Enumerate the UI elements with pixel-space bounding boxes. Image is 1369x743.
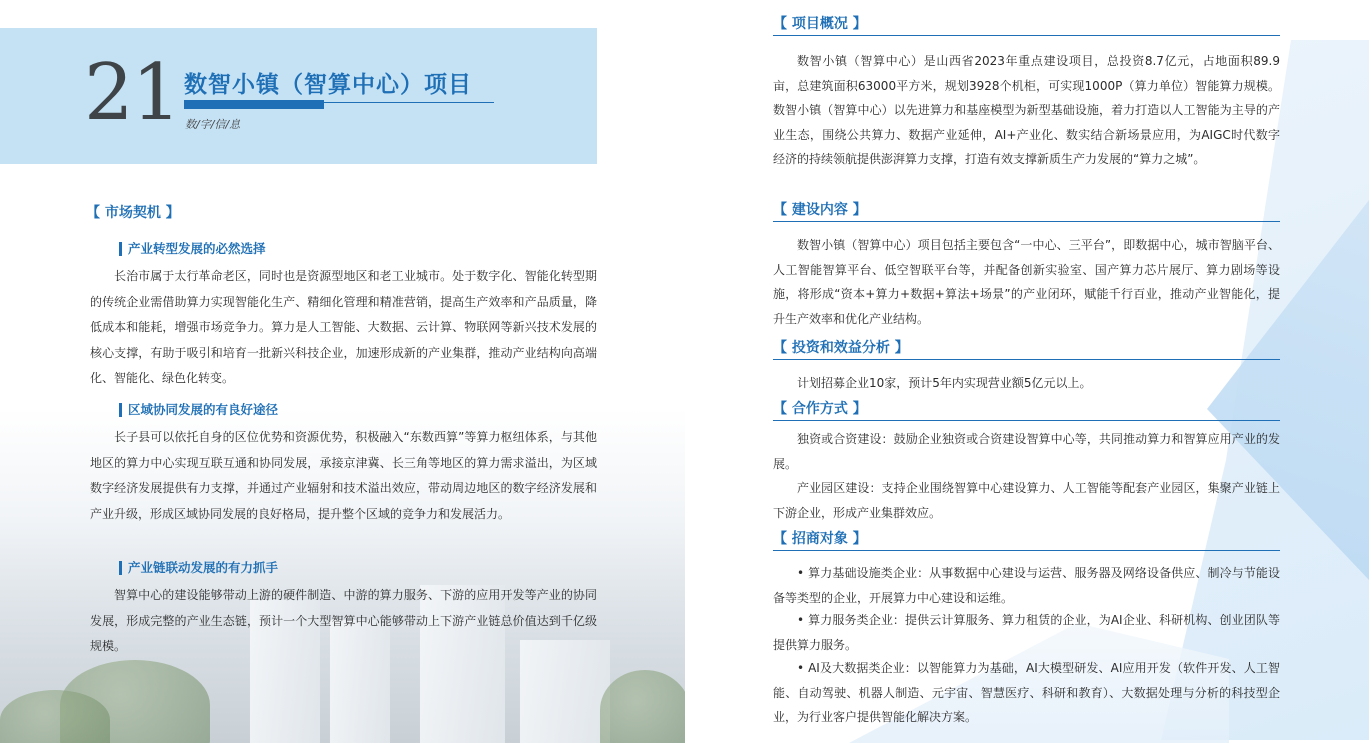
section-heading-cooperation [773,395,1280,421]
title-underline-accent [184,100,324,109]
paragraph: 长子县可以依托自身的区位优势和资源优势，积极融入“东数西算”等算力枢纽体系，与其他地区的算力中心实现互联互通和协同发展，承接京津冀、长三角等地区的算力需求溢出，为区域数字经济发展提供有力支撑，并通过产业辐射和技术溢出效应，带动周边地区的数字经济发展和产业升级，形成区域协同发展的良好格局，提升整个区域的竞争力和发展活力。 [90,430,597,521]
subsection-heading: 区域协同发展的有良好途径 [119,403,278,417]
list-item [773,656,1280,730]
project-number: 21 [84,48,180,138]
bullet-icon: • [797,613,805,627]
paragraph: 数智小镇（智算中心）是山西省2023年重点建设项目，总投资8.7亿元，占地面积89.9亩，总建筑面积63000平方米，规划3928个机柜，可实现1000P（算力单位）智能算力规模。数智小镇（智算中心）以先进算力和基座模型为新型基础设施，着力打造以人工智能为主导的产业生态，围绕公共算力、数据产业延伸，AI+产业化、数实结合新场景应用，为AIGC时代数字经济的持续领航提供澎湃算力支撑，打造有效支撑新质生产力发展的“算力之城”。 [773,54,1280,166]
paragraph: 独资或合资建设：鼓励企业独资或合资建设智算中心等，共同推动算力和智算应用产业的发展。 [773,432,1280,471]
paragraph: 计划招募企业10家，预计5年内实现营业额5亿元以上。 [797,376,1092,390]
project-title: 数智小镇（智算中心）项目 [184,72,472,98]
right-page [685,0,1369,743]
subsection-heading: 产业链联动发展的有力抓手 [119,561,278,575]
section-heading-text: 【 建设内容 】 [773,202,867,218]
section-heading-overview [773,10,1280,36]
section-heading-text: 【 招商对象 】 [773,531,867,547]
list-item [773,561,1280,610]
subsection-heading: 产业转型发展的必然选择 [119,242,266,256]
list-item-text: AI及大数据类企业：以智能算力为基础，AI大模型研发、AI应用开发（软件开发、人工智能、自动驾驶、机器人制造、元宇宙、智慧医疗、科研和教育）、大数据处理与分析的科技型企业，为行业客户提供智能化解决方案。 [773,661,1280,724]
list-item [773,608,1280,657]
paragraph: 长治市属于太行革命老区，同时也是资源型地区和老工业城市。处于数字化、智能化转型期的传统企业需借助算力实现智能化生产、精细化管理和精准营销，提高生产效率和产品质量，降低成本和能耗，增强市场竞争力。算力是人工智能、大数据、云计算、物联网等新兴技术发展的核心支撑，有助于吸引和培育一批新兴科技企业，加速形成新的产业集群，推动产业结构向高端化、智能化、绿色化转变。 [90,269,597,385]
bullet-icon: • [797,566,805,580]
paragraph: 数智小镇（智算中心）项目包括主要包含“一中心、三平台”，即数据中心，城市智脑平台、人工智能智算平台、低空智联平台等，并配备创新实验室、国产算力芯片展厅、算力剧场等设施，将形成“资本+算力+数据+算法+场景”的产业闭环，赋能千行百业，推动产业智能化，提升生产效率和优化产业结构。 [773,238,1280,326]
list-item-text: 算力服务类企业：提供云计算服务、算力租赁的企业，为AI企业、科研机构、创业团队等提供算力服务。 [773,613,1280,652]
section-heading-investment [773,334,1280,360]
section-heading-text: 【 投资和效益分析 】 [773,340,909,356]
background-tree [600,670,685,743]
section-heading-targets [773,525,1280,551]
background-tree [0,690,110,743]
page-subtitle: 数/字/信/息 [185,118,241,131]
section-heading-construction [773,196,1280,222]
section-heading-market: 【 市场契机 】 [86,205,180,221]
bullet-icon: • [797,661,805,675]
paragraph: 智算中心的建设能够带动上游的硬件制造、中游的算力服务、下游的应用开发等产业的协同发展，形成完整的产业生态链，预计一个大型智算中心能够带动上下游产业链总价值达到千亿级规模。 [90,588,597,653]
section-heading-text: 【 合作方式 】 [773,401,867,417]
list-item-text: 算力基础设施类企业：从事数据中心建设与运营、服务器及网络设备供应、制冷与节能设备等类型的企业，开展算力中心建设和运维。 [773,566,1280,605]
section-heading-text: 【 项目概况 】 [773,16,867,32]
paragraph: 产业园区建设：支持企业围绕智算中心建设算力、人工智能等配套产业园区，集聚产业链上下游企业，形成产业集群效应。 [773,481,1280,520]
